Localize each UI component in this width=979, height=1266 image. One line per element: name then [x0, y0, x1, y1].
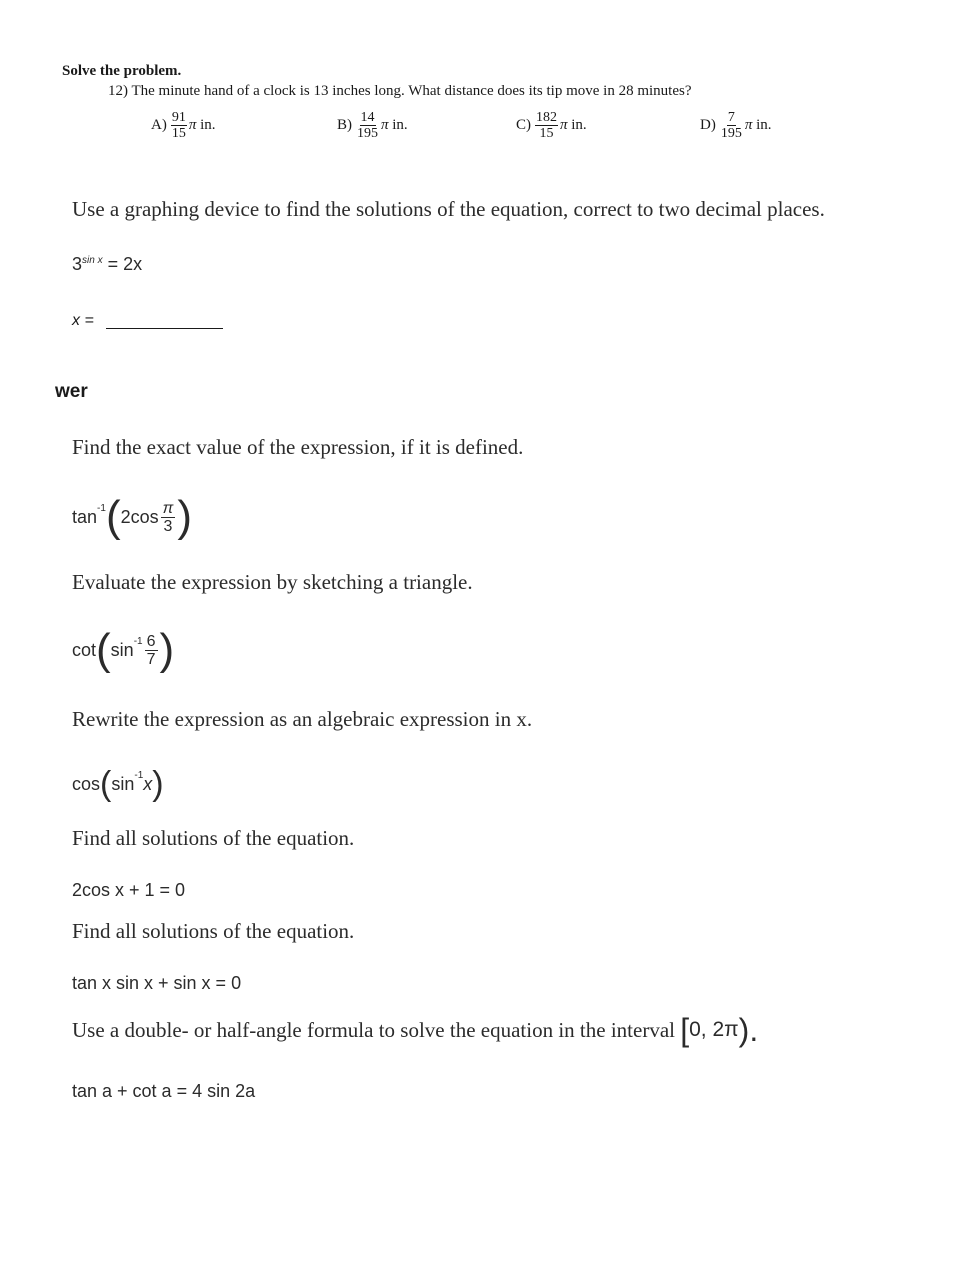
inner-func: sin	[111, 773, 135, 794]
pi-symbol: π	[560, 116, 568, 133]
choice-d[interactable]	[700, 104, 772, 146]
right-paren: )	[177, 492, 192, 541]
outer-func: cot	[72, 639, 97, 660]
section-heading: Solve the problem.	[62, 63, 182, 79]
choice-b-fraction	[356, 110, 379, 141]
pi-symbol: π	[188, 116, 197, 133]
right-paren: )	[159, 625, 175, 674]
equation-rhs: = 2x	[107, 254, 143, 274]
choice-d-fraction	[720, 110, 743, 141]
fraction-numerator: 91	[171, 109, 186, 125]
choice-c-label: C)	[516, 116, 531, 133]
exact-value-prompt: Find the exact value of the expression, if it is defined.	[72, 435, 524, 459]
solutions-equation-1: 2cos x + 1 = 0	[72, 880, 186, 900]
algebraic-expression	[72, 762, 164, 806]
interval-close: ).	[738, 1012, 759, 1048]
inverse-exponent: -1	[133, 635, 143, 647]
outer-func: cos	[72, 773, 101, 794]
choice-a-label: A)	[151, 116, 167, 133]
unit-label: in.	[392, 116, 408, 133]
interval-open: [	[680, 1012, 690, 1048]
unit-label: in.	[756, 116, 772, 133]
triangle-expression	[72, 625, 175, 674]
solutions-equation-2: tan x sin x + sin x = 0	[72, 973, 242, 993]
choice-d-label: D)	[700, 116, 716, 133]
fraction-numerator: π	[162, 499, 174, 517]
fraction-denominator: 7	[146, 650, 156, 668]
graphing-prompt: Use a graphing device to find the solutions of the equation, correct to two decimal places.	[72, 197, 825, 221]
answer-fragment: wer	[55, 381, 88, 402]
choice-c[interactable]	[516, 104, 587, 146]
triangle-prompt: Evaluate the expression by sketching a triangle.	[72, 570, 473, 594]
interval-values: 0, 2π	[689, 1018, 739, 1041]
choice-b[interactable]	[337, 104, 408, 146]
fraction-numerator: 14	[360, 109, 375, 125]
inverse-exponent: -1	[134, 769, 144, 781]
equation-base: 3	[72, 254, 83, 274]
fraction-denominator: 195	[720, 125, 742, 141]
algebraic-prompt: Rewrite the expression as an algebraic expression in x.	[72, 707, 533, 731]
graphing-equation	[72, 254, 142, 275]
fraction-denominator: 3	[163, 517, 173, 535]
double-angle-text: Use a double- or half-angle formula to solve the equation in the interval	[72, 1017, 675, 1042]
fraction-numerator: 7	[727, 109, 735, 125]
equation-exponent: sin x	[82, 255, 103, 266]
left-paren: (	[96, 625, 111, 674]
answer-label: x =	[72, 312, 94, 329]
func-name: tan	[72, 506, 98, 527]
right-paren: )	[152, 765, 164, 803]
answer-blank[interactable]	[106, 328, 223, 329]
double-angle-equation: tan a + cot a = 4 sin 2a	[72, 1081, 256, 1101]
solutions-prompt-2: Find all solutions of the equation.	[72, 919, 355, 943]
choice-b-label: B)	[337, 116, 352, 133]
choice-c-fraction	[535, 110, 558, 141]
variable: x	[143, 773, 153, 794]
pi-symbol: π	[744, 116, 753, 133]
fraction-denominator: 195	[357, 125, 378, 141]
fraction-numerator: 182	[536, 109, 557, 125]
exact-value-expression	[72, 492, 192, 541]
fraction-denominator: 15	[539, 125, 554, 141]
inverse-exponent: -1	[97, 502, 106, 514]
pi-over-3-fraction	[161, 500, 176, 535]
problem-12-question: 12) The minute hand of a clock is 13 inches long. What distance does its tip move in 28 minutes?	[108, 83, 692, 99]
left-paren: (	[100, 765, 112, 803]
choice-a[interactable]	[151, 104, 216, 146]
unit-label: in.	[200, 116, 216, 133]
six-sevenths-fraction	[145, 633, 158, 668]
inner-func: sin	[110, 639, 134, 660]
fraction-numerator: 6	[146, 632, 156, 650]
double-angle-prompt	[72, 1012, 759, 1048]
left-paren: (	[105, 492, 121, 541]
fraction-denominator: 15	[171, 125, 186, 141]
pi-symbol: π	[381, 116, 389, 133]
unit-label: in.	[571, 116, 587, 133]
inner-expression: 2cos	[120, 506, 159, 527]
choice-a-fraction	[171, 110, 187, 141]
solutions-prompt-1: Find all solutions of the equation.	[72, 826, 355, 850]
